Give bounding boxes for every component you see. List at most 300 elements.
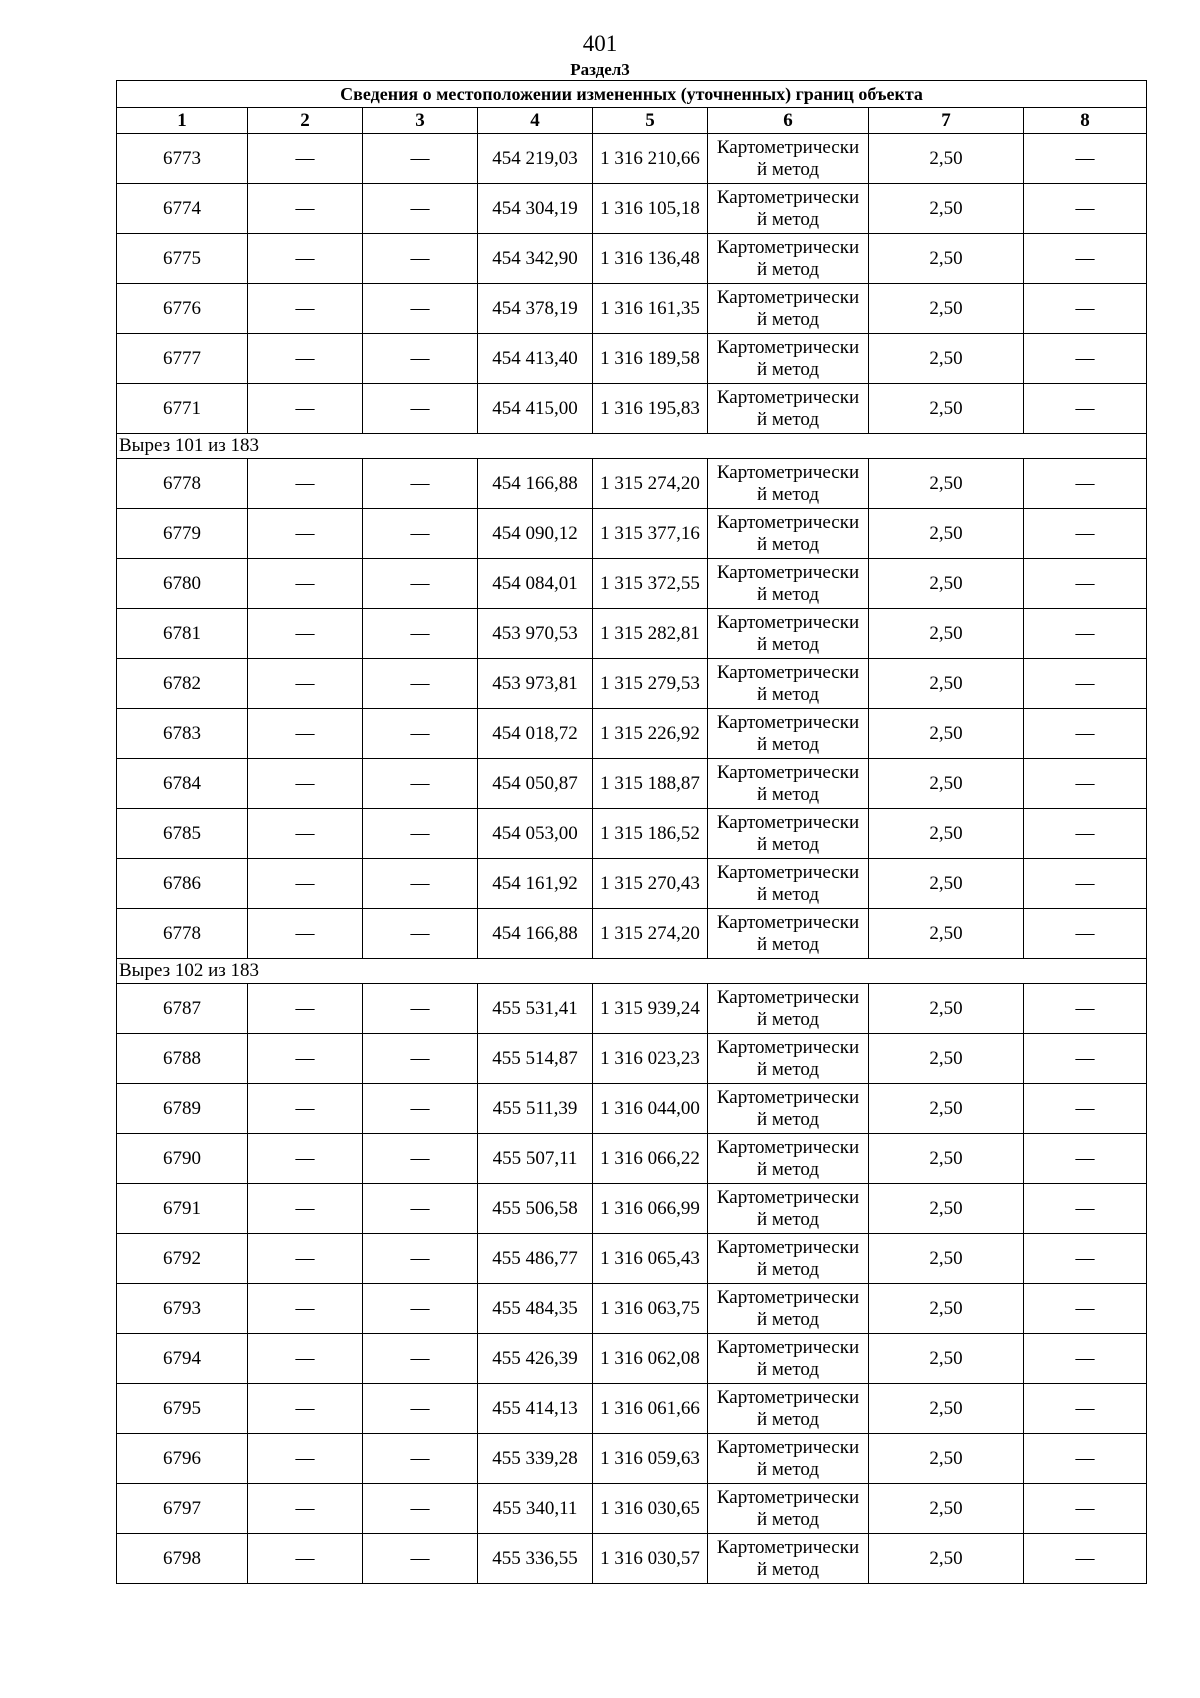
coordinates-table [116, 80, 1147, 1584]
accuracy-cell: 2,50 [869, 1434, 1024, 1484]
method-line-1: Картометрически [716, 1336, 860, 1358]
table-row [117, 1334, 1147, 1384]
table-row [117, 984, 1147, 1034]
x-coordinate-cell: 455 486,77 [478, 1234, 593, 1284]
point-number-cell: 6787 [117, 984, 248, 1034]
x-coordinate-cell: 455 511,39 [478, 1084, 593, 1134]
x-coordinate-cell: 455 514,87 [478, 1034, 593, 1084]
column-header: 2 [248, 108, 363, 134]
point-number-cell: 6795 [117, 1384, 248, 1434]
table-row [117, 459, 1147, 509]
column-3-cell: — [363, 384, 478, 434]
x-coordinate-cell: 455 426,39 [478, 1334, 593, 1384]
point-number-cell: 6798 [117, 1534, 248, 1584]
table-row [117, 1134, 1147, 1184]
column-3-cell: — [363, 559, 478, 609]
column-8-cell: — [1024, 984, 1147, 1034]
method-cell [708, 809, 869, 859]
x-coordinate-cell: 454 018,72 [478, 709, 593, 759]
column-8-cell: — [1024, 609, 1147, 659]
method-cell [708, 909, 869, 959]
column-3-cell: — [363, 1234, 478, 1284]
column-8-cell: — [1024, 1534, 1147, 1584]
column-header: 4 [478, 108, 593, 134]
method-line-2: й метод [756, 1208, 820, 1230]
column-8-cell: — [1024, 284, 1147, 334]
accuracy-cell: 2,50 [869, 1034, 1024, 1084]
point-number-cell: 6785 [117, 809, 248, 859]
method-line-2: й метод [756, 1308, 820, 1330]
page-number: 401 [582, 31, 618, 56]
point-number-cell: 6788 [117, 1034, 248, 1084]
column-8-cell: — [1024, 1484, 1147, 1534]
method-line-1: Картометрически [716, 236, 860, 258]
method-line-1: Картометрически [716, 1186, 860, 1208]
accuracy-cell: 2,50 [869, 1384, 1024, 1434]
column-8-cell: — [1024, 709, 1147, 759]
column-3-cell: — [363, 1134, 478, 1184]
accuracy-cell: 2,50 [869, 184, 1024, 234]
method-line-1: Картометрически [716, 186, 860, 208]
y-coordinate-cell: 1 316 066,22 [593, 1134, 708, 1184]
column-3-cell: — [363, 184, 478, 234]
section-cut-row [117, 959, 1147, 984]
method-line-2: й метод [756, 1058, 820, 1080]
cut-label: Вырез 101 из 183 [117, 434, 1147, 459]
method-cell [708, 1084, 869, 1134]
y-coordinate-cell: 1 316 189,58 [593, 334, 708, 384]
y-coordinate-cell: 1 316 062,08 [593, 1334, 708, 1384]
column-2-cell: — [248, 1034, 363, 1084]
method-line-2: й метод [756, 1408, 820, 1430]
method-cell [708, 334, 869, 384]
method-cell [708, 234, 869, 284]
accuracy-cell: 2,50 [869, 859, 1024, 909]
accuracy-cell: 2,50 [869, 134, 1024, 184]
method-line-1: Картометрически [716, 611, 860, 633]
x-coordinate-cell: 454 166,88 [478, 459, 593, 509]
column-3-cell: — [363, 1184, 478, 1234]
table-row [117, 1184, 1147, 1234]
x-coordinate-cell: 454 415,00 [478, 384, 593, 434]
column-2-cell: — [248, 184, 363, 234]
point-number-cell: 6794 [117, 1334, 248, 1384]
method-line-1: Картометрически [716, 386, 860, 408]
method-line-1: Картометрически [716, 861, 860, 883]
table-row [117, 909, 1147, 959]
accuracy-cell: 2,50 [869, 659, 1024, 709]
method-line-1: Картометрически [716, 1536, 860, 1558]
column-3-cell: — [363, 1334, 478, 1384]
method-line-2: й метод [756, 883, 820, 905]
column-8-cell: — [1024, 184, 1147, 234]
point-number-cell: 6792 [117, 1234, 248, 1284]
method-cell [708, 859, 869, 909]
method-line-2: й метод [756, 783, 820, 805]
method-line-1: Картометрически [716, 1286, 860, 1308]
accuracy-cell: 2,50 [869, 1184, 1024, 1234]
y-coordinate-cell: 1 316 105,18 [593, 184, 708, 234]
method-cell [708, 1484, 869, 1534]
table-row [117, 709, 1147, 759]
y-coordinate-cell: 1 316 044,00 [593, 1084, 708, 1134]
y-coordinate-cell: 1 316 065,43 [593, 1234, 708, 1284]
method-line-2: й метод [756, 158, 820, 180]
method-line-1: Картометрически [716, 561, 860, 583]
x-coordinate-cell: 454 090,12 [478, 509, 593, 559]
method-line-1: Картометрически [716, 1436, 860, 1458]
point-number-cell: 6783 [117, 709, 248, 759]
method-cell [708, 509, 869, 559]
table-row [117, 1384, 1147, 1434]
column-header: 5 [593, 108, 708, 134]
column-header: 6 [708, 108, 869, 134]
accuracy-cell: 2,50 [869, 284, 1024, 334]
accuracy-cell: 2,50 [869, 809, 1024, 859]
column-2-cell: — [248, 859, 363, 909]
point-number-cell: 6789 [117, 1084, 248, 1134]
accuracy-cell: 2,50 [869, 334, 1024, 384]
point-number-cell: 6781 [117, 609, 248, 659]
accuracy-cell: 2,50 [869, 909, 1024, 959]
x-coordinate-cell: 455 339,28 [478, 1434, 593, 1484]
table-row [117, 759, 1147, 809]
column-2-cell: — [248, 659, 363, 709]
table-row [117, 1234, 1147, 1284]
y-coordinate-cell: 1 315 939,24 [593, 984, 708, 1034]
method-line-2: й метод [756, 633, 820, 655]
column-2-cell: — [248, 134, 363, 184]
column-8-cell: — [1024, 909, 1147, 959]
method-line-2: й метод [756, 1508, 820, 1530]
x-coordinate-cell: 454 161,92 [478, 859, 593, 909]
method-line-1: Картометрически [716, 1486, 860, 1508]
x-coordinate-cell: 455 414,13 [478, 1384, 593, 1434]
x-coordinate-cell: 455 484,35 [478, 1284, 593, 1334]
method-cell [708, 1034, 869, 1084]
column-2-cell: — [248, 909, 363, 959]
method-line-2: й метод [756, 308, 820, 330]
column-8-cell: — [1024, 1134, 1147, 1184]
column-3-cell: — [363, 1384, 478, 1434]
point-number-cell: 6790 [117, 1134, 248, 1184]
column-2-cell: — [248, 1484, 363, 1534]
method-line-1: Картометрически [716, 761, 860, 783]
column-8-cell: — [1024, 809, 1147, 859]
column-2-cell: — [248, 1434, 363, 1484]
method-cell [708, 1384, 869, 1434]
section-label: Раздел3 [570, 60, 630, 79]
point-number-cell: 6779 [117, 509, 248, 559]
y-coordinate-cell: 1 315 274,20 [593, 909, 708, 959]
point-number-cell: 6784 [117, 759, 248, 809]
accuracy-cell: 2,50 [869, 759, 1024, 809]
point-number-cell: 6782 [117, 659, 248, 709]
column-2-cell: — [248, 1334, 363, 1384]
column-2-cell: — [248, 609, 363, 659]
cut-label: Вырез 102 из 183 [117, 959, 1147, 984]
table-row [117, 509, 1147, 559]
point-number-cell: 6778 [117, 909, 248, 959]
accuracy-cell: 2,50 [869, 559, 1024, 609]
column-3-cell: — [363, 1084, 478, 1134]
method-line-2: й метод [756, 1158, 820, 1180]
column-8-cell: — [1024, 334, 1147, 384]
method-line-1: Картометрически [716, 1386, 860, 1408]
accuracy-cell: 2,50 [869, 984, 1024, 1034]
x-coordinate-cell: 454 053,00 [478, 809, 593, 859]
column-3-cell: — [363, 659, 478, 709]
column-3-cell: — [363, 459, 478, 509]
column-2-cell: — [248, 709, 363, 759]
y-coordinate-cell: 1 316 161,35 [593, 284, 708, 334]
method-line-2: й метод [756, 583, 820, 605]
table-row [117, 384, 1147, 434]
y-coordinate-cell: 1 316 059,63 [593, 1434, 708, 1484]
method-cell [708, 1234, 869, 1284]
accuracy-cell: 2,50 [869, 1284, 1024, 1334]
table-row [117, 234, 1147, 284]
table-row [117, 184, 1147, 234]
point-number-cell: 6771 [117, 384, 248, 434]
y-coordinate-cell: 1 315 279,53 [593, 659, 708, 709]
column-3-cell: — [363, 1434, 478, 1484]
table-row [117, 134, 1147, 184]
point-number-cell: 6793 [117, 1284, 248, 1334]
column-8-cell: — [1024, 1434, 1147, 1484]
y-coordinate-cell: 1 316 030,57 [593, 1534, 708, 1584]
method-line-1: Картометрически [716, 1086, 860, 1108]
method-line-2: й метод [756, 1008, 820, 1030]
column-8-cell: — [1024, 1284, 1147, 1334]
table-row [117, 1034, 1147, 1084]
y-coordinate-cell: 1 315 377,16 [593, 509, 708, 559]
method-cell [708, 759, 869, 809]
column-2-cell: — [248, 1134, 363, 1184]
method-line-2: й метод [756, 933, 820, 955]
column-8-cell: — [1024, 759, 1147, 809]
y-coordinate-cell: 1 315 372,55 [593, 559, 708, 609]
point-number-cell: 6797 [117, 1484, 248, 1534]
method-line-1: Картометрически [716, 511, 860, 533]
method-line-1: Картометрически [716, 661, 860, 683]
point-number-cell: 6791 [117, 1184, 248, 1234]
x-coordinate-cell: 453 973,81 [478, 659, 593, 709]
column-header: 7 [869, 108, 1024, 134]
column-8-cell: — [1024, 384, 1147, 434]
accuracy-cell: 2,50 [869, 709, 1024, 759]
table-row [117, 1534, 1147, 1584]
y-coordinate-cell: 1 315 282,81 [593, 609, 708, 659]
point-number-cell: 6774 [117, 184, 248, 234]
point-number-cell: 6777 [117, 334, 248, 384]
column-2-cell: — [248, 1234, 363, 1284]
method-line-1: Картометрически [716, 811, 860, 833]
y-coordinate-cell: 1 315 274,20 [593, 459, 708, 509]
column-8-cell: — [1024, 1184, 1147, 1234]
column-8-cell: — [1024, 1334, 1147, 1384]
column-8-cell: — [1024, 859, 1147, 909]
x-coordinate-cell: 454 378,19 [478, 284, 593, 334]
x-coordinate-cell: 454 166,88 [478, 909, 593, 959]
column-3-cell: — [363, 509, 478, 559]
column-2-cell: — [248, 284, 363, 334]
table-row [117, 1484, 1147, 1534]
point-number-cell: 6773 [117, 134, 248, 184]
column-3-cell: — [363, 859, 478, 909]
method-line-1: Картометрически [716, 286, 860, 308]
method-line-2: й метод [756, 258, 820, 280]
y-coordinate-cell: 1 316 030,65 [593, 1484, 708, 1534]
column-8-cell: — [1024, 459, 1147, 509]
point-number-cell: 6776 [117, 284, 248, 334]
x-coordinate-cell: 454 050,87 [478, 759, 593, 809]
y-coordinate-cell: 1 315 270,43 [593, 859, 708, 909]
column-3-cell: — [363, 1534, 478, 1584]
method-line-1: Картометрически [716, 1136, 860, 1158]
table-row [117, 1084, 1147, 1134]
column-header: 3 [363, 108, 478, 134]
x-coordinate-cell: 455 531,41 [478, 984, 593, 1034]
table-row [117, 284, 1147, 334]
point-number-cell: 6780 [117, 559, 248, 609]
column-2-cell: — [248, 1184, 363, 1234]
table-row [117, 334, 1147, 384]
column-2-cell: — [248, 509, 363, 559]
column-8-cell: — [1024, 134, 1147, 184]
method-line-2: й метод [756, 408, 820, 430]
column-3-cell: — [363, 984, 478, 1034]
method-cell [708, 459, 869, 509]
column-header: 8 [1024, 108, 1147, 134]
column-3-cell: — [363, 1484, 478, 1534]
column-8-cell: — [1024, 559, 1147, 609]
method-line-2: й метод [756, 1358, 820, 1380]
column-2-cell: — [248, 334, 363, 384]
method-cell [708, 384, 869, 434]
table-row [117, 1434, 1147, 1484]
method-line-2: й метод [756, 733, 820, 755]
table-row [117, 1284, 1147, 1334]
column-2-cell: — [248, 1284, 363, 1334]
x-coordinate-cell: 455 507,11 [478, 1134, 593, 1184]
column-2-cell: — [248, 234, 363, 284]
column-3-cell: — [363, 284, 478, 334]
accuracy-cell: 2,50 [869, 1134, 1024, 1184]
method-line-1: Картометрически [716, 911, 860, 933]
column-3-cell: — [363, 1034, 478, 1084]
table-row [117, 559, 1147, 609]
y-coordinate-cell: 1 316 023,23 [593, 1034, 708, 1084]
method-cell [708, 1334, 869, 1384]
table-row [117, 809, 1147, 859]
method-line-2: й метод [756, 1458, 820, 1480]
column-2-cell: — [248, 759, 363, 809]
point-number-cell: 6786 [117, 859, 248, 909]
y-coordinate-cell: 1 316 210,66 [593, 134, 708, 184]
accuracy-cell: 2,50 [869, 384, 1024, 434]
method-line-2: й метод [756, 683, 820, 705]
column-2-cell: — [248, 459, 363, 509]
table-title: Сведения о местоположении измененных (уточненных) границ объекта [117, 81, 1147, 108]
accuracy-cell: 2,50 [869, 1484, 1024, 1534]
point-number-cell: 6778 [117, 459, 248, 509]
y-coordinate-cell: 1 315 188,87 [593, 759, 708, 809]
column-8-cell: — [1024, 1034, 1147, 1084]
column-8-cell: — [1024, 509, 1147, 559]
x-coordinate-cell: 454 084,01 [478, 559, 593, 609]
method-line-1: Картометрически [716, 986, 860, 1008]
accuracy-cell: 2,50 [869, 234, 1024, 284]
method-cell [708, 184, 869, 234]
method-cell [708, 284, 869, 334]
column-2-cell: — [248, 1384, 363, 1434]
accuracy-cell: 2,50 [869, 1084, 1024, 1134]
method-cell [708, 984, 869, 1034]
column-3-cell: — [363, 809, 478, 859]
method-cell [708, 659, 869, 709]
y-coordinate-cell: 1 316 063,75 [593, 1284, 708, 1334]
method-cell [708, 1534, 869, 1584]
y-coordinate-cell: 1 316 066,99 [593, 1184, 708, 1234]
y-coordinate-cell: 1 316 136,48 [593, 234, 708, 284]
y-coordinate-cell: 1 315 226,92 [593, 709, 708, 759]
column-8-cell: — [1024, 1234, 1147, 1284]
x-coordinate-cell: 454 304,19 [478, 184, 593, 234]
method-line-1: Картометрически [716, 1236, 860, 1258]
column-3-cell: — [363, 759, 478, 809]
method-line-2: й метод [756, 1258, 820, 1280]
accuracy-cell: 2,50 [869, 509, 1024, 559]
x-coordinate-cell: 455 340,11 [478, 1484, 593, 1534]
method-cell [708, 1284, 869, 1334]
table-header-row [117, 108, 1147, 134]
method-line-1: Картометрически [716, 461, 860, 483]
accuracy-cell: 2,50 [869, 459, 1024, 509]
x-coordinate-cell: 454 219,03 [478, 134, 593, 184]
method-cell [708, 1184, 869, 1234]
method-line-2: й метод [756, 483, 820, 505]
column-2-cell: — [248, 384, 363, 434]
column-8-cell: — [1024, 1084, 1147, 1134]
method-cell [708, 609, 869, 659]
accuracy-cell: 2,50 [869, 1234, 1024, 1284]
column-3-cell: — [363, 609, 478, 659]
y-coordinate-cell: 1 315 186,52 [593, 809, 708, 859]
x-coordinate-cell: 454 413,40 [478, 334, 593, 384]
column-3-cell: — [363, 1284, 478, 1334]
x-coordinate-cell: 454 342,90 [478, 234, 593, 284]
method-cell [708, 1434, 869, 1484]
method-cell [708, 1134, 869, 1184]
table-row [117, 859, 1147, 909]
column-2-cell: — [248, 1534, 363, 1584]
column-8-cell: — [1024, 659, 1147, 709]
accuracy-cell: 2,50 [869, 1334, 1024, 1384]
column-2-cell: — [248, 1084, 363, 1134]
method-cell [708, 559, 869, 609]
method-line-1: Картометрически [716, 336, 860, 358]
point-number-cell: 6796 [117, 1434, 248, 1484]
column-3-cell: — [363, 134, 478, 184]
method-line-2: й метод [756, 533, 820, 555]
column-2-cell: — [248, 809, 363, 859]
method-line-1: Картометрически [716, 136, 860, 158]
accuracy-cell: 2,50 [869, 1534, 1024, 1584]
method-line-2: й метод [756, 208, 820, 230]
method-cell [708, 709, 869, 759]
method-line-2: й метод [756, 833, 820, 855]
